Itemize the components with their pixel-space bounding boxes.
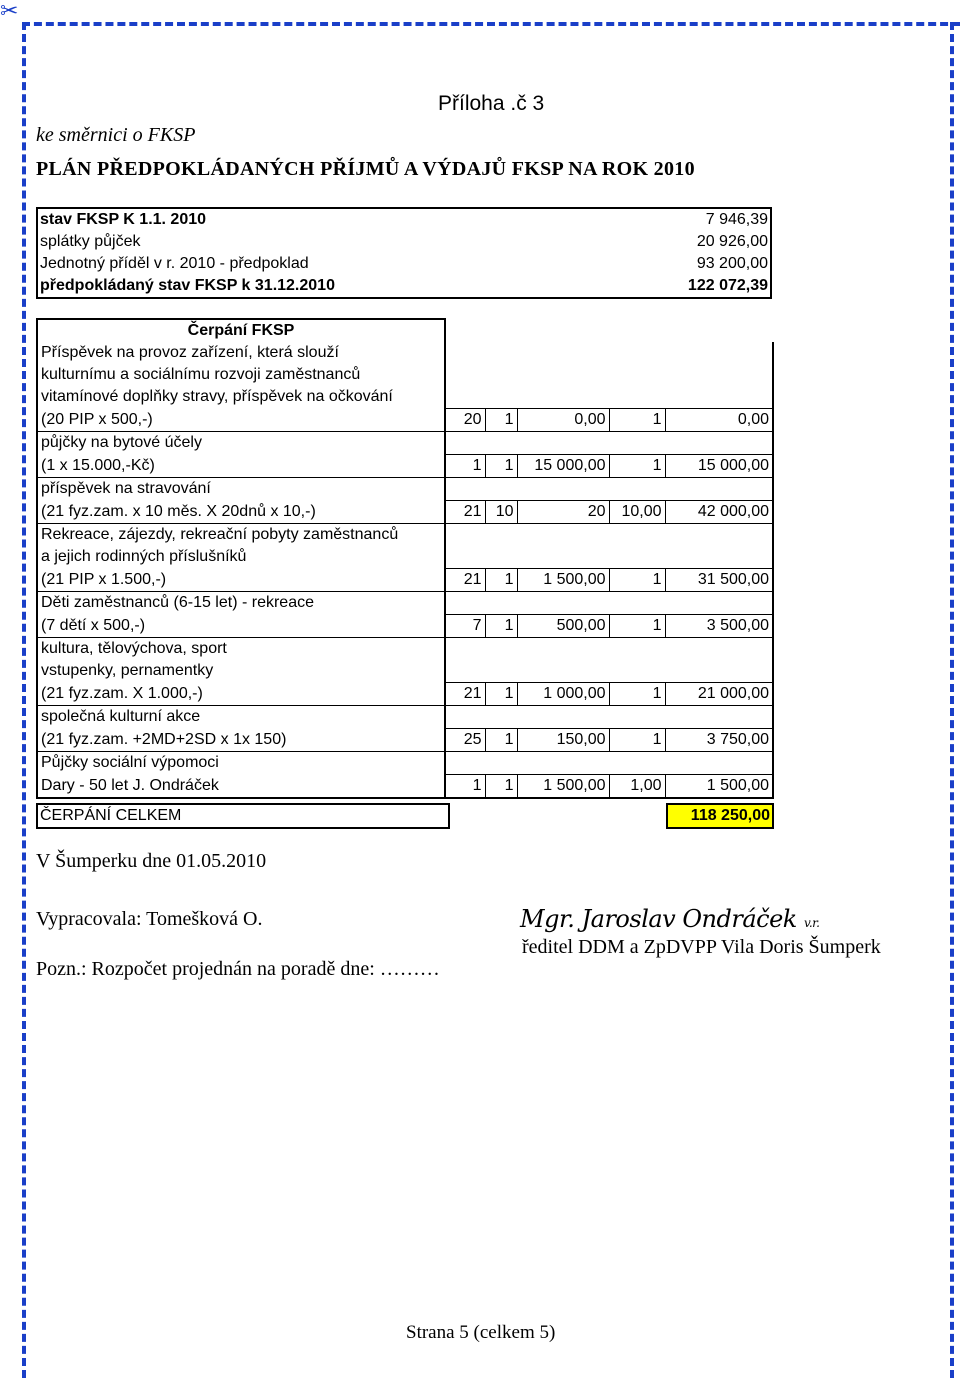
count-units: 1 (485, 569, 517, 592)
unit-amount (517, 546, 609, 569)
expense-description: kulturnímu a sociálnímu rozvoji zaměstnanců (37, 364, 445, 386)
count-persons (445, 364, 485, 386)
count-persons (445, 342, 485, 364)
unit-amount: 150,00 (517, 729, 609, 752)
coefficient (609, 660, 665, 683)
expense-description: (20 PIP x 500,-) (37, 409, 445, 432)
signature-suffix: v.r. (803, 916, 820, 930)
line-total: 31 500,00 (665, 569, 773, 592)
balance-value: 7 946,39 (556, 208, 771, 231)
table-row (37, 683, 773, 706)
line-total (665, 342, 773, 364)
unit-amount: 1 500,00 (517, 569, 609, 592)
count-units (485, 660, 517, 683)
line-total (665, 432, 773, 455)
count-persons: 20 (445, 409, 485, 432)
expense-description: a jejich rodinných příslušníků (37, 546, 445, 569)
table-row (37, 524, 773, 547)
unit-amount (517, 524, 609, 547)
count-units: 1 (485, 409, 517, 432)
line-total: 42 000,00 (665, 501, 773, 524)
directive-label: ke směrnici o FKSP (36, 124, 196, 146)
expense-description: Půjčky sociální výpomoci (37, 752, 445, 775)
expense-description: půjčky na bytové účely (37, 432, 445, 455)
count-persons: 21 (445, 569, 485, 592)
line-total (665, 386, 773, 409)
document-title: PLÁN PŘEDPOKLÁDANÝCH PŘÍJMŮ A VÝDAJŮ FKSP NA ROK 2010 (36, 158, 695, 180)
director-signature (520, 905, 819, 933)
line-total: 21 000,00 (665, 683, 773, 706)
unit-amount: 0,00 (517, 409, 609, 432)
table-row (37, 432, 773, 455)
table-row (37, 660, 773, 683)
count-persons: 21 (445, 683, 485, 706)
expenditure-heading: Čerpání FKSP (37, 319, 445, 342)
unit-amount: 1 500,00 (517, 775, 609, 799)
count-units: 1 (485, 775, 517, 799)
count-persons (445, 432, 485, 455)
line-total: 15 000,00 (665, 455, 773, 478)
coefficient: 1 (609, 729, 665, 752)
count-persons (445, 706, 485, 729)
coefficient (609, 364, 665, 386)
note-line: Pozn.: Rozpočet projednán na poradě dne: ……… (36, 958, 440, 980)
count-units: 1 (485, 683, 517, 706)
count-persons: 21 (445, 501, 485, 524)
line-total (665, 706, 773, 729)
table-row (37, 775, 773, 799)
expense-description: vstupenky, pernamentky (37, 660, 445, 683)
prepared-by: Vypracovala: Tomešková O. (36, 908, 263, 930)
balance-value: 93 200,00 (556, 253, 771, 275)
count-persons (445, 478, 485, 501)
table-row (37, 478, 773, 501)
count-units (485, 706, 517, 729)
coefficient (609, 478, 665, 501)
count-persons: 7 (445, 615, 485, 638)
count-persons: 1 (445, 455, 485, 478)
table-row (37, 275, 771, 298)
balance-label: Jednotný příděl v r. 2010 - předpoklad (37, 253, 556, 275)
table-row (37, 409, 773, 432)
table-row (37, 638, 773, 661)
table-row (37, 208, 771, 231)
coefficient (609, 342, 665, 364)
expense-description: Dary - 50 let J. Ondráček (37, 775, 445, 799)
count-units (485, 342, 517, 364)
table-row (37, 455, 773, 478)
coefficient (609, 592, 665, 615)
count-units: 1 (485, 455, 517, 478)
count-units (485, 546, 517, 569)
unit-amount (517, 752, 609, 775)
unit-amount (517, 364, 609, 386)
line-total: 3 750,00 (665, 729, 773, 752)
table-row (37, 386, 773, 409)
count-persons: 1 (445, 775, 485, 799)
coefficient (609, 546, 665, 569)
coefficient (609, 386, 665, 409)
signature-name: Mgr. Jaroslav Ondráček (520, 905, 797, 933)
unit-amount: 1 000,00 (517, 683, 609, 706)
expenditure-table (36, 318, 774, 799)
attachment-label: Příloha .č 3 (438, 92, 545, 115)
page-frame-right (950, 22, 954, 1378)
table-row (37, 231, 771, 253)
unit-amount: 15 000,00 (517, 455, 609, 478)
coefficient (609, 524, 665, 547)
table-row (37, 752, 773, 775)
count-units (485, 478, 517, 501)
expense-description: (7 dětí x 500,-) (37, 615, 445, 638)
balance-value: 20 926,00 (556, 231, 771, 253)
balance-value: 122 072,39 (556, 275, 771, 298)
expense-description: (21 fyz.zam. +2MD+2SD x 1x 150) (37, 729, 445, 752)
unit-amount (517, 478, 609, 501)
coefficient: 1 (609, 569, 665, 592)
expense-description: Rekreace, zájezdy, rekreační pobyty zaměstnanců (37, 524, 445, 547)
unit-amount (517, 386, 609, 409)
page-frame-left (22, 22, 26, 1378)
scissors-icon: ✂ (0, 0, 19, 23)
table-row (37, 615, 773, 638)
expense-description: kultura, tělovýchova, sport (37, 638, 445, 661)
unit-amount (517, 432, 609, 455)
expense-description: (1 x 15.000,-Kč) (37, 455, 445, 478)
count-persons (445, 524, 485, 547)
count-units (485, 592, 517, 615)
balance-label: splátky půjček (37, 231, 556, 253)
line-total (665, 752, 773, 775)
fund-balance-table (36, 207, 772, 299)
line-total (665, 638, 773, 661)
coefficient (609, 638, 665, 661)
expense-description: (21 fyz.zam. x 10 měs. X 20dnů x 10,-) (37, 501, 445, 524)
balance-label: předpokládaný stav FKSP k 31.12.2010 (37, 275, 556, 298)
count-units: 1 (485, 615, 517, 638)
line-total (665, 660, 773, 683)
table-header-row (37, 319, 773, 342)
line-total (665, 592, 773, 615)
table-row (37, 546, 773, 569)
table-row (37, 342, 773, 364)
balance-label: stav FKSP K 1.1. 2010 (37, 208, 556, 231)
unit-amount (517, 706, 609, 729)
count-units (485, 432, 517, 455)
unit-amount (517, 342, 609, 364)
table-row (37, 364, 773, 386)
expense-description: (21 fyz.zam. X 1.000,-) (37, 683, 445, 706)
count-persons (445, 638, 485, 661)
unit-amount: 20 (517, 501, 609, 524)
line-total (665, 364, 773, 386)
count-units (485, 386, 517, 409)
line-total (665, 524, 773, 547)
unit-amount: 500,00 (517, 615, 609, 638)
count-persons: 25 (445, 729, 485, 752)
table-row (37, 253, 771, 275)
total-value: 118 250,00 (666, 803, 774, 829)
line-total (665, 478, 773, 501)
expense-description: vitamínové doplňky stravy, příspěvek na očkování (37, 386, 445, 409)
table-row (37, 706, 773, 729)
table-row (37, 569, 773, 592)
line-total (665, 546, 773, 569)
count-persons (445, 660, 485, 683)
expense-description: příspěvek na stravování (37, 478, 445, 501)
coefficient (609, 706, 665, 729)
coefficient (609, 752, 665, 775)
page-number: Strana 5 (celkem 5) (406, 1322, 556, 1343)
coefficient: 1 (609, 409, 665, 432)
unit-amount (517, 638, 609, 661)
expense-description: Děti zaměstnanců (6-15 let) - rekreace (37, 592, 445, 615)
count-persons (445, 592, 485, 615)
coefficient: 1 (609, 615, 665, 638)
line-total: 1 500,00 (665, 775, 773, 799)
count-units (485, 638, 517, 661)
coefficient (609, 432, 665, 455)
line-total: 0,00 (665, 409, 773, 432)
table-row (37, 501, 773, 524)
coefficient: 1,00 (609, 775, 665, 799)
unit-amount (517, 660, 609, 683)
count-persons (445, 546, 485, 569)
count-units: 10 (485, 501, 517, 524)
expense-description: (21 PIP x 1.500,-) (37, 569, 445, 592)
count-units: 1 (485, 729, 517, 752)
table-row (37, 592, 773, 615)
count-units (485, 364, 517, 386)
coefficient: 1 (609, 683, 665, 706)
coefficient: 10,00 (609, 501, 665, 524)
coefficient: 1 (609, 455, 665, 478)
total-label: ČERPÁNÍ CELKEM (36, 803, 450, 829)
count-units (485, 524, 517, 547)
line-total: 3 500,00 (665, 615, 773, 638)
table-row (37, 729, 773, 752)
count-persons (445, 752, 485, 775)
date-line: V Šumperku dne 01.05.2010 (36, 850, 267, 872)
director-title: ředitel DDM a ZpDVPP Vila Doris Šumperk (522, 936, 881, 958)
count-persons (445, 386, 485, 409)
expense-description: Příspěvek na provoz zařízení, která slouží (37, 342, 445, 364)
count-units (485, 752, 517, 775)
unit-amount (517, 592, 609, 615)
expense-description: společná kulturní akce (37, 706, 445, 729)
page-frame-top (22, 22, 960, 26)
